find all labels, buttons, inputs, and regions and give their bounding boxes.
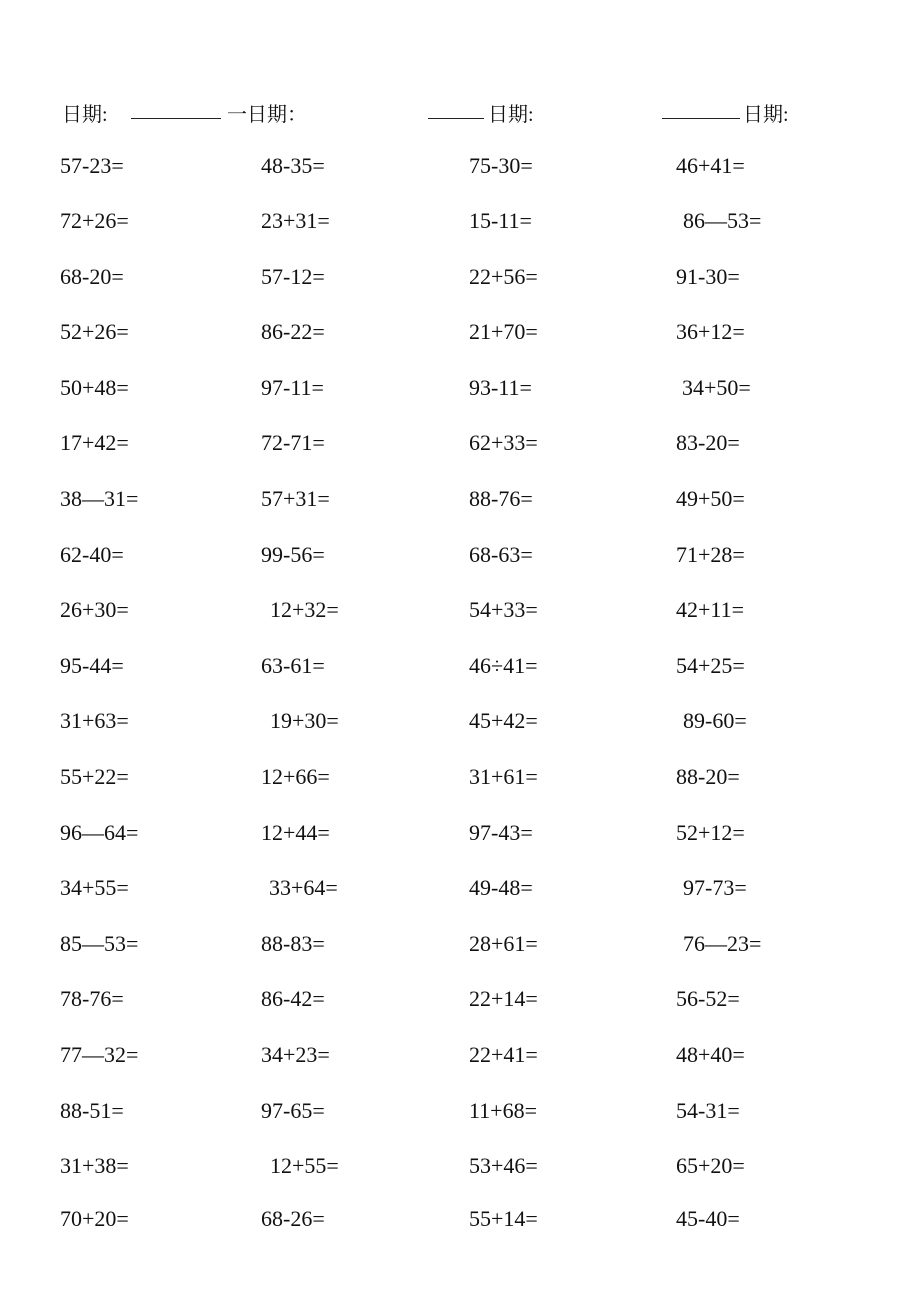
problem-c1-r8: 62-40= <box>60 542 124 567</box>
problem-c4-r9: 42+11= <box>676 597 744 622</box>
problem-c2-r2: 23+31= <box>261 208 330 233</box>
problem-c2-r9: 12+32= <box>270 597 339 622</box>
problem-c3-r11: 45+42= <box>469 708 538 733</box>
problem-c4-r4: 36+12= <box>676 319 745 344</box>
problem-c4-r6: 83-20= <box>676 430 740 455</box>
problem-c1-r20: 70+20= <box>60 1206 129 1231</box>
problem-c3-r5: 93-11= <box>469 375 532 400</box>
problem-c4-r16: 56-52= <box>676 986 740 1011</box>
problem-c1-r6: 17+42= <box>60 430 129 455</box>
problem-c3-r1: 75-30= <box>469 153 533 178</box>
problem-c4-r10: 54+25= <box>676 653 745 678</box>
date-label-4: 日期: <box>743 104 789 126</box>
problem-c3-r17: 22+41= <box>469 1042 538 1067</box>
problem-c3-r10: 46÷41= <box>469 653 538 678</box>
problem-c2-r11: 19+30= <box>270 708 339 733</box>
problem-c1-r18: 88-51= <box>60 1098 124 1123</box>
problem-c2-r7: 57+31= <box>261 486 330 511</box>
problem-c2-r5: 97-11= <box>261 375 324 400</box>
problem-c1-r4: 52+26= <box>60 319 129 344</box>
problem-c4-r1: 46+41= <box>676 153 745 178</box>
problem-c3-r4: 21+70= <box>469 319 538 344</box>
problem-c3-r2: 15-11= <box>469 208 532 233</box>
problem-c1-r9: 26+30= <box>60 597 129 622</box>
problem-c4-r19: 65+20= <box>676 1153 745 1178</box>
problem-c1-r11: 31+63= <box>60 708 129 733</box>
problem-c4-r5: 34+50= <box>682 375 751 400</box>
problem-c2-r20: 68-26= <box>261 1206 325 1231</box>
problem-c3-r16: 22+14= <box>469 986 538 1011</box>
date-header <box>0 98 920 130</box>
problem-c2-r10: 63-61= <box>261 653 325 678</box>
problem-c3-r19: 53+46= <box>469 1153 538 1178</box>
date-blank-3[interactable] <box>662 98 740 125</box>
date-label-3: 日期: <box>488 104 534 126</box>
problem-c2-r19: 12+55= <box>270 1153 339 1178</box>
problem-c4-r14: 97-73= <box>683 875 747 900</box>
problem-c3-r18: 11+68= <box>469 1098 537 1123</box>
problem-c2-r13: 12+44= <box>261 820 330 845</box>
problem-c4-r13: 52+12= <box>676 820 745 845</box>
problem-c1-r16: 78-76= <box>60 986 124 1011</box>
problem-c1-r14: 34+55= <box>60 875 129 900</box>
problem-c3-r12: 31+61= <box>469 764 538 789</box>
problem-c2-r6: 72-71= <box>261 430 325 455</box>
problem-c1-r13: 96—64= <box>60 820 139 845</box>
date-blank-2[interactable] <box>428 98 484 125</box>
problem-c4-r12: 88-20= <box>676 764 740 789</box>
problem-c4-r11: 89-60= <box>683 708 747 733</box>
problem-c3-r14: 49-48= <box>469 875 533 900</box>
problem-c2-r18: 97-65= <box>261 1098 325 1123</box>
problem-c2-r4: 86-22= <box>261 319 325 344</box>
date-blank-1[interactable] <box>131 98 221 125</box>
problem-c4-r2: 86—53= <box>683 208 762 233</box>
problem-c1-r19: 31+38= <box>60 1153 129 1178</box>
problem-c1-r5: 50+48= <box>60 375 129 400</box>
problem-c2-r8: 99-56= <box>261 542 325 567</box>
problem-c3-r15: 28+61= <box>469 931 538 956</box>
problem-c4-r18: 54-31= <box>676 1098 740 1123</box>
problem-c1-r17: 77—32= <box>60 1042 139 1067</box>
problem-c2-r1: 48-35= <box>261 153 325 178</box>
problem-c3-r6: 62+33= <box>469 430 538 455</box>
problem-c2-r15: 88-83= <box>261 931 325 956</box>
problem-c4-r17: 48+40= <box>676 1042 745 1067</box>
problem-c3-r9: 54+33= <box>469 597 538 622</box>
problem-c4-r15: 76—23= <box>683 931 762 956</box>
problem-c2-r17: 34+23= <box>261 1042 330 1067</box>
problem-c2-r3: 57-12= <box>261 264 325 289</box>
date-label-1: 日期: <box>62 104 108 126</box>
problem-c4-r8: 71+28= <box>676 542 745 567</box>
problem-c1-r15: 85—53= <box>60 931 139 956</box>
problem-c1-r1: 57-23= <box>60 153 124 178</box>
problem-c3-r13: 97-43= <box>469 820 533 845</box>
problem-c1-r12: 55+22= <box>60 764 129 789</box>
problem-c2-r16: 86-42= <box>261 986 325 1011</box>
problem-c3-r3: 22+56= <box>469 264 538 289</box>
problem-c1-r10: 95-44= <box>60 653 124 678</box>
problem-c2-r12: 12+66= <box>261 764 330 789</box>
date-label-2: 一日期： <box>227 104 307 126</box>
problem-c3-r8: 68-63= <box>469 542 533 567</box>
problem-c2-r14: 33+64= <box>269 875 338 900</box>
problem-c4-r3: 91-30= <box>676 264 740 289</box>
problem-c3-r7: 88-76= <box>469 486 533 511</box>
problem-c1-r7: 38—31= <box>60 486 139 511</box>
problem-c4-r20: 45-40= <box>676 1206 740 1231</box>
problem-c1-r2: 72+26= <box>60 208 129 233</box>
problem-c4-r7: 49+50= <box>676 486 745 511</box>
problem-c3-r20: 55+14= <box>469 1206 538 1231</box>
problem-c1-r3: 68-20= <box>60 264 124 289</box>
